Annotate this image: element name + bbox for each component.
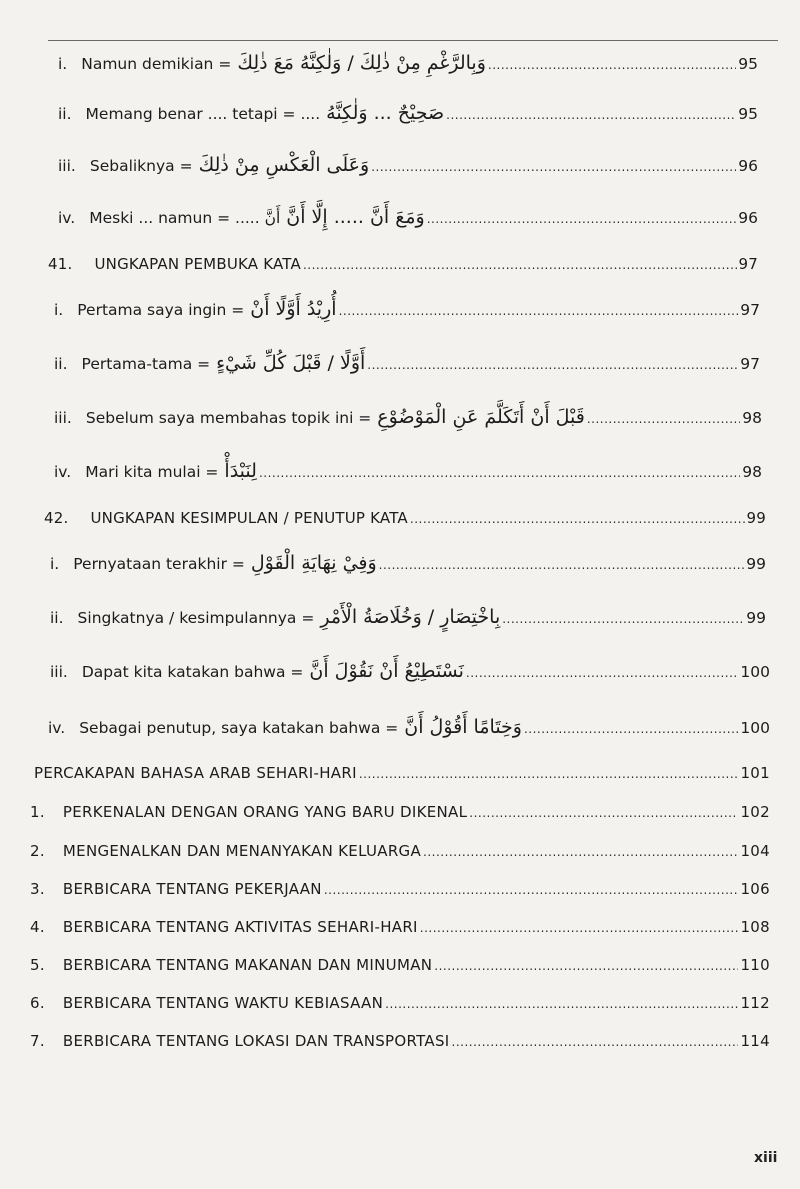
dot-leader <box>587 412 740 426</box>
toc-entry <box>30 880 770 898</box>
toc-entry <box>54 460 762 482</box>
entry-page: 112 <box>740 994 770 1012</box>
entry-number: i. <box>54 301 64 319</box>
entry-number: iv. <box>58 209 76 227</box>
entry-page: 106 <box>740 880 770 898</box>
entry-page: 97 <box>740 301 760 319</box>
entry-page: 101 <box>740 764 770 782</box>
entry-label: PERKENALAN DENGAN ORANG YANG BARU DIKENAL <box>62 803 468 821</box>
section-title: UNGKAPAN KESIMPULAN / PENUTUP KATA <box>90 509 408 527</box>
entry-page: 100 <box>740 663 770 681</box>
section-title: UNGKAPAN PEMBUKA KATA <box>94 255 301 273</box>
entry-page: 99 <box>746 509 766 527</box>
entry-arabic: وَبِالرَّغْمِ مِنْ ذٰلِكَ / وَلٰكِنَّهُ مَعَ ذٰلِكَ <box>237 52 486 74</box>
dot-leader <box>359 767 739 781</box>
entry-arabic: صَحِيْحٌ ... وَلٰكِنَّهُ <box>326 102 445 124</box>
entry-arabic: نَسْتَطِيْعُ أَنْ نَقُوْلَ أَنَّ <box>309 660 464 682</box>
dot-leader <box>452 1035 739 1049</box>
entry-page: 96 <box>738 157 758 175</box>
dot-leader <box>339 304 739 318</box>
entry-number: 7. <box>30 1032 45 1050</box>
toc-entry <box>58 52 758 74</box>
entry-label: Sebaliknya = <box>89 157 193 175</box>
toc-entry <box>50 660 770 682</box>
dot-leader <box>434 959 738 973</box>
dot-leader <box>303 258 737 272</box>
chapter-title: PERCAKAPAN BAHASA ARAB SEHARI-HARI <box>34 764 357 782</box>
entry-number: ii. <box>54 355 68 373</box>
entry-number: 5. <box>30 956 45 974</box>
entry-page: 108 <box>740 918 770 936</box>
entry-number: 2. <box>30 842 45 860</box>
dot-leader <box>488 58 736 72</box>
toc-entry <box>30 918 770 936</box>
dot-leader <box>385 997 738 1011</box>
entry-label: BERBICARA TENTANG LOKASI DAN TRANSPORTASI <box>62 1032 450 1050</box>
entry-number: iii. <box>54 409 72 427</box>
entry-arabic: أُرِيْدُ أَوَّلًا أَنْ <box>250 298 337 320</box>
toc-entry <box>54 352 760 374</box>
entry-number: i. <box>58 55 68 73</box>
entry-label: BERBICARA TENTANG PEKERJAAN <box>62 880 322 898</box>
entry-page: 104 <box>740 842 770 860</box>
section-number: 42. <box>44 509 69 527</box>
toc-entry <box>54 406 762 428</box>
entry-arabic: وَمَعَ أَنَّ ..... إِلَّا أَنَّ <box>286 206 425 228</box>
toc-entry <box>50 606 766 628</box>
dot-leader <box>371 160 736 174</box>
toc-section-entry <box>44 509 766 527</box>
entry-label: Mari kita mulai = <box>85 463 219 481</box>
toc-entry <box>50 552 766 574</box>
toc-entry <box>54 298 760 320</box>
entry-page: 100 <box>740 719 770 737</box>
entry-page: 98 <box>742 463 762 481</box>
entry-number: ii. <box>58 105 72 123</box>
toc-section-entry <box>48 255 758 273</box>
toc-entry <box>48 716 770 738</box>
toc-entry <box>30 994 770 1012</box>
dot-leader <box>259 466 740 480</box>
dot-leader <box>367 358 738 372</box>
entry-number: 4. <box>30 918 45 936</box>
toc-entry <box>30 956 770 974</box>
entry-page: 98 <box>742 409 762 427</box>
entry-arabic: وَخِتَامًا أَقُوْلُ أَنَّ <box>404 716 522 738</box>
entry-label: Sebagai penutup, saya katakan bahwa = <box>79 719 399 737</box>
entry-number: 1. <box>30 803 45 821</box>
entry-label: Sebelum saya membahas topik ini = <box>85 409 372 427</box>
entry-number: iii. <box>58 157 76 175</box>
entry-label: Dapat kita katakan bahwa = <box>81 663 304 681</box>
dot-leader <box>410 512 745 526</box>
entry-page: 97 <box>740 355 760 373</box>
entry-page: 96 <box>738 209 758 227</box>
dot-leader <box>423 845 738 859</box>
entry-number: iii. <box>50 663 68 681</box>
entry-label: Memang benar .... tetapi = .... <box>85 105 321 123</box>
dot-leader <box>324 883 739 897</box>
entry-number: 3. <box>30 880 45 898</box>
dot-leader <box>524 722 738 736</box>
section-number: 41. <box>48 255 73 273</box>
entry-page: 99 <box>746 609 766 627</box>
entry-page: 95 <box>738 105 758 123</box>
entry-arabic: قَبْلَ أَنْ أَتَكَلَّمَ عَنِ الْمَوْضُوْعِ <box>377 406 585 428</box>
entry-page: 102 <box>740 803 770 821</box>
entry-label: Meski ... namun = ..... أَنَّ <box>89 209 281 227</box>
entry-arabic: أَوَّلًا / قَبْلَ كُلِّ شَيْءٍ <box>216 352 366 374</box>
entry-number: ii. <box>50 609 64 627</box>
entry-page: 114 <box>740 1032 770 1050</box>
entry-page: 110 <box>740 956 770 974</box>
entry-label: Pertama saya ingin = <box>77 301 245 319</box>
entry-arabic: وَعَلَى الْعَكْسِ مِنْ ذٰلِكَ <box>198 154 370 176</box>
toc-entry <box>30 842 770 860</box>
toc-entry <box>30 803 770 821</box>
entry-page: 95 <box>738 55 758 73</box>
entry-arabic: بِاخْتِصَارٍ / وَخُلَاصَةُ الْأَمْرِ <box>320 606 501 628</box>
entry-label: BERBICARA TENTANG MAKANAN DAN MINUMAN <box>62 956 433 974</box>
entry-number: iv. <box>48 719 66 737</box>
entry-label: Namun demikian = <box>81 55 232 73</box>
entry-number: iv. <box>54 463 72 481</box>
entry-number: i. <box>50 555 60 573</box>
entry-page: 97 <box>738 255 758 273</box>
dot-leader <box>469 806 738 820</box>
toc-entry <box>58 154 758 176</box>
entry-number: 6. <box>30 994 45 1012</box>
footer-page-number: xiii <box>754 1150 778 1166</box>
dot-leader <box>466 666 738 680</box>
toc-entry <box>30 1032 770 1050</box>
entry-label: Singkatnya / kesimpulannya = <box>77 609 315 627</box>
entry-arabic: وَفِيْ نِهَايَةِ الْقَوْلِ <box>250 552 377 574</box>
dot-leader <box>427 212 737 226</box>
dot-leader <box>502 612 744 626</box>
entry-label: Pertama-tama = <box>81 355 211 373</box>
dot-leader <box>446 108 736 122</box>
entry-label: Pernyataan terakhir = <box>73 555 245 573</box>
toc-entry <box>58 206 758 228</box>
entry-arabic: لِنَبْدَأْ <box>224 460 257 482</box>
entry-page: 99 <box>746 555 766 573</box>
dot-leader <box>420 921 739 935</box>
entry-label: MENGENALKAN DAN MENANYAKAN KELUARGA <box>62 842 422 860</box>
toc-chapter-entry <box>34 764 770 782</box>
toc-entry <box>58 102 758 124</box>
entry-label: BERBICARA TENTANG AKTIVITAS SEHARI-HARI <box>62 918 418 936</box>
dot-leader <box>379 558 745 572</box>
entry-label: BERBICARA TENTANG WAKTU KEBIASAAN <box>62 994 384 1012</box>
